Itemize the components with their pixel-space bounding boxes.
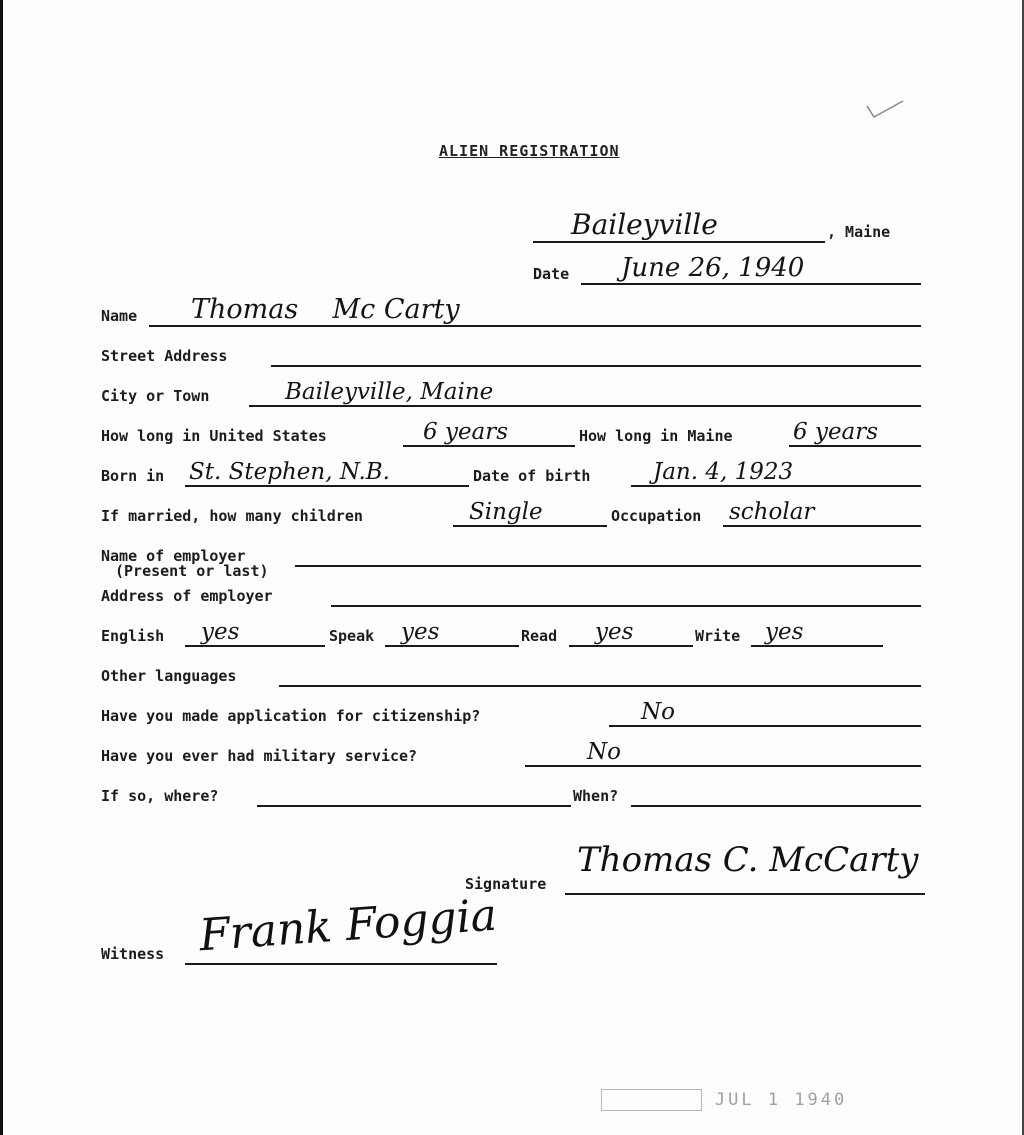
employer-address-row — [101, 580, 925, 610]
received-date-stamp — [601, 1090, 847, 1110]
name-value: Thomas Mc Carty — [191, 294, 460, 325]
occupation-value: scholar — [729, 499, 815, 525]
read-label: Read — [521, 627, 558, 645]
occupation-label: Occupation — [611, 507, 702, 525]
citizenship-label: Have you made application for citizenship? — [101, 707, 481, 725]
citizenship-value: No — [641, 699, 675, 725]
english-value: yes — [201, 619, 240, 645]
born-row — [101, 460, 925, 490]
read-value: yes — [595, 619, 634, 645]
date-of-birth-label: Date of birth — [473, 467, 591, 485]
stamp-date: JUL 1 1940 — [714, 1090, 848, 1110]
where-label: If so, where? — [101, 787, 219, 805]
military-value: No — [587, 739, 621, 765]
city-row — [101, 380, 925, 410]
military-label: Have you ever had military service? — [101, 747, 418, 765]
how-long-row — [101, 420, 925, 450]
children-label: If married, how many children — [101, 507, 363, 525]
witness-label: Witness — [101, 945, 165, 963]
how-long-maine-value: 6 years — [793, 419, 879, 445]
witness-value: Frank Foggia — [197, 889, 499, 962]
children-row — [101, 500, 925, 530]
date-of-birth-value: Jan. 4, 1923 — [653, 459, 794, 485]
other-languages-row — [101, 660, 925, 690]
date-row — [533, 253, 925, 288]
how-long-us-value: 6 years — [423, 419, 509, 445]
signature-label: Signature — [465, 875, 547, 893]
place-suffix: , Maine — [827, 223, 891, 241]
place-value: Baileyville — [571, 208, 718, 241]
name-row — [101, 294, 925, 330]
date-value: June 26, 1940 — [621, 253, 805, 283]
date-label: Date — [533, 265, 570, 283]
speak-value: yes — [401, 619, 440, 645]
name-label: Name — [101, 307, 138, 325]
street-address-label: Street Address — [101, 347, 228, 365]
employer-address-label: Address of employer — [101, 587, 273, 605]
citizenship-row — [101, 700, 925, 730]
street-address-row — [101, 340, 925, 370]
city-label: City or Town — [101, 387, 210, 405]
how-long-maine-label: How long in Maine — [579, 427, 733, 445]
check-mark-icon — [865, 98, 905, 120]
employer-name-label: Name of employer — [101, 547, 246, 565]
signature-value: Thomas C. McCarty — [577, 840, 919, 880]
english-label: English — [101, 627, 165, 645]
form-title: ALIEN REGISTRATION — [439, 142, 620, 160]
born-in-value: St. Stephen, N.B. — [189, 459, 390, 485]
when-label: When? — [573, 787, 619, 805]
children-value: Single — [469, 499, 543, 525]
stamp-box — [601, 1089, 702, 1111]
other-languages-label: Other languages — [101, 667, 237, 685]
military-row — [101, 740, 925, 770]
place-row — [533, 208, 933, 246]
born-in-label: Born in — [101, 467, 165, 485]
write-label: Write — [695, 627, 741, 645]
language-skills-row — [101, 620, 925, 650]
city-value: Baileyville, Maine — [285, 379, 494, 405]
service-where-row — [101, 780, 925, 810]
write-value: yes — [765, 619, 804, 645]
speak-label: Speak — [329, 627, 375, 645]
how-long-us-label: How long in United States — [101, 427, 327, 445]
employer-sublabel: (Present or last) — [115, 562, 269, 580]
